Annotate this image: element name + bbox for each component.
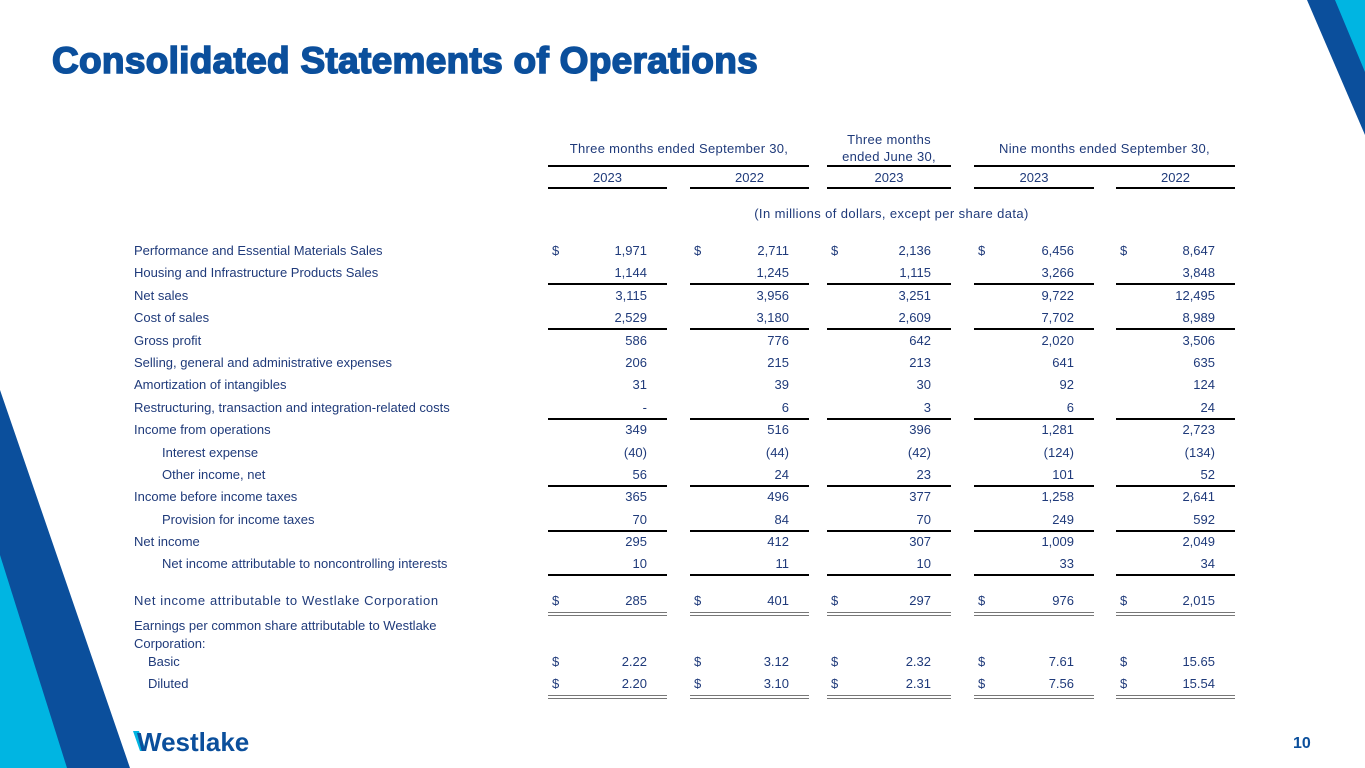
cell-value: 1,144 [614,265,647,280]
cell-value: 285 [625,593,647,608]
year-rule [827,187,951,189]
currency-symbol: $ [831,243,839,258]
double-underline [827,695,951,699]
double-underline [690,612,809,616]
cell-value: 249 [1052,512,1074,527]
subtotal-rule [827,328,951,330]
cell-value: 377 [909,489,931,504]
subtotal-rule [690,418,809,420]
cell-value: 30 [916,377,931,392]
subtotal-rule [974,418,1094,420]
cell-value: 3.12 [763,654,789,669]
cell-value: 9,722 [1041,288,1074,303]
header-rule [827,165,951,167]
currency-symbol: $ [694,676,702,691]
row-label: Amortization of intangibles [134,377,287,392]
currency-symbol: $ [694,593,702,608]
row-label: Income before income taxes [134,489,298,504]
cell-value: 2.20 [621,676,647,691]
cell-value: 7.61 [1048,654,1074,669]
row-label: Earnings per common share attributable to Westlake Corporation: [134,618,437,651]
year-header: 2022 [1161,170,1190,185]
double-underline [974,612,1094,616]
cell-value: 39 [774,377,789,392]
cell-value: 3,506 [1182,333,1215,348]
cell-value: 976 [1052,593,1074,608]
cell-value: 33 [1059,556,1074,571]
currency-symbol: $ [552,243,560,258]
subtotal-rule [1116,283,1235,285]
cell-value: 1,971 [614,243,647,258]
cell-value: 297 [909,593,931,608]
subtotal-rule [974,328,1094,330]
subtotal-rule [1116,530,1235,532]
cell-value: 3,266 [1041,265,1074,280]
cell-value: 635 [1193,355,1215,370]
cell-value: 295 [625,534,647,549]
cell-value: 592 [1193,512,1215,527]
cell-value: 6 [1066,400,1074,415]
currency-symbol: $ [552,593,560,608]
subtotal-rule [827,418,951,420]
cell-value: 215 [767,355,789,370]
cell-value: 2,723 [1182,422,1215,437]
cell-value: 2,136 [898,243,931,258]
cell-value: 516 [767,422,789,437]
cell-value: 92 [1059,377,1074,392]
header-rule [974,165,1235,167]
cell-value: 70 [916,512,931,527]
page-title: Consolidated Statements of Operations [52,40,758,81]
subtotal-rule [690,283,809,285]
cell-value: 124 [1193,377,1215,392]
cell-value: (134) [1184,445,1215,460]
row-label: Net income attributable to noncontrolling interests [162,556,448,571]
double-underline [1116,612,1235,616]
cell-value: 7,702 [1041,310,1074,325]
cell-value: 101 [1052,467,1074,482]
cell-value: 2,049 [1182,534,1215,549]
subtotal-rule [974,283,1094,285]
subtotal-rule [690,574,809,576]
cell-value: 401 [767,593,789,608]
currency-symbol: $ [552,676,560,691]
cell-value: 307 [909,534,931,549]
group-header-nine-months: Nine months ended September 30, [999,141,1210,156]
logo-text: Westlake [137,727,250,755]
subtotal-rule [827,485,951,487]
cell-value: 84 [774,512,789,527]
cell-value: 3,180 [756,310,789,325]
cell-value: 776 [767,333,789,348]
units-note: (In millions of dollars, except per share data) [754,206,1029,221]
row-label: Interest expense [162,445,259,460]
subtotal-rule [548,485,667,487]
currency-symbol: $ [978,593,986,608]
cell-value: 3,848 [1182,265,1215,280]
double-underline [1116,695,1235,699]
cell-value: 34 [1200,556,1215,571]
currency-symbol: $ [978,676,986,691]
row-label: Cost of sales [134,310,210,325]
cell-value: 6,456 [1041,243,1074,258]
subtotal-rule [1116,418,1235,420]
cell-value: 2,711 [757,243,789,258]
cell-value: 31 [632,377,647,392]
row-label: Diluted [148,676,189,691]
subtotal-rule [827,283,951,285]
cell-value: 1,009 [1041,534,1074,549]
cell-value: 2,015 [1182,593,1215,608]
year-header: 2023 [593,170,622,185]
currency-symbol: $ [1120,676,1128,691]
currency-symbol: $ [831,654,839,669]
cell-value: 3,115 [615,288,647,303]
subtotal-rule [690,530,809,532]
subtotal-rule [548,328,667,330]
cell-value: 1,245 [756,265,789,280]
cell-value: 15.65 [1182,654,1215,669]
cell-value: 11 [775,556,789,571]
year-header: 2023 [874,170,904,185]
double-underline [690,695,809,699]
cell-value: 6 [781,400,789,415]
subtotal-rule [827,574,951,576]
currency-symbol: $ [694,243,702,258]
currency-symbol: $ [831,593,839,608]
currency-symbol: $ [694,654,702,669]
cell-value: 12,495 [1175,288,1215,303]
year-rule [1116,187,1235,189]
cell-value: 2.32 [905,654,931,669]
page-number: 10 [1293,735,1311,752]
cell-value: 206 [625,355,647,370]
row-label: Net income [134,534,200,549]
cell-value: 3,956 [756,288,789,303]
year-rule [548,187,667,189]
double-underline [548,612,667,616]
double-underline [974,695,1094,699]
cell-value: 496 [767,489,789,504]
cell-value: 10 [916,556,931,571]
subtotal-rule [548,418,667,420]
cell-value: 2,529 [614,310,647,325]
group-header-q2: Three months ended June 30, [842,132,936,164]
cell-value: 2,020 [1041,333,1074,348]
double-underline [827,612,951,616]
cell-value: 1,281 [1041,422,1074,437]
subtotal-rule [1116,328,1235,330]
cell-value: (44) [765,445,789,460]
header-rule [548,165,809,167]
subtotal-rule [548,574,667,576]
subtotal-rule [548,530,667,532]
cell-value: 7.56 [1048,676,1074,691]
currency-symbol: $ [1120,593,1128,608]
row-label: Performance and Essential Materials Sales [134,243,383,258]
row-label: Income from operations [134,422,271,437]
subtotal-rule [690,485,809,487]
currency-symbol: $ [978,654,986,669]
subtotal-rule [974,574,1094,576]
cell-value: - [642,400,647,415]
currency-symbol: $ [552,654,560,669]
cell-value: 1,115 [899,265,931,280]
cell-value: 10 [632,556,647,571]
cell-value: 2.22 [621,654,647,669]
cell-value: 56 [632,467,647,482]
cell-value: 8,989 [1182,310,1215,325]
row-label: Selling, general and administrative expenses [134,355,392,370]
cell-value: 3,251 [898,288,931,303]
cell-value: 3.10 [763,676,789,691]
year-rule [974,187,1094,189]
subtotal-rule [827,530,951,532]
cell-value: 3 [923,400,931,415]
row-label: Net income attributable to Westlake Corporation [134,593,439,608]
row-label: Restructuring, transaction and integration-related costs [134,400,450,415]
row-label: Basic [148,654,180,669]
cell-value: 365 [625,489,647,504]
group-header-q3: Three months ended September 30, [569,141,789,156]
cell-value: 586 [625,333,647,348]
cell-value: (124) [1043,445,1074,460]
cell-value: 213 [909,355,931,370]
row-label: Housing and Infrastructure Products Sales [134,265,379,280]
cell-value: 70 [632,512,647,527]
subtotal-rule [974,530,1094,532]
row-label: Provision for income taxes [162,512,315,527]
subtotal-rule [548,283,667,285]
cell-value: 412 [767,534,789,549]
cell-value: 24 [774,467,789,482]
cell-value: 2,609 [898,310,931,325]
cell-value: (40) [623,445,647,460]
year-rule [690,187,809,189]
cell-value: 1,258 [1041,489,1074,504]
subtotal-rule [690,328,809,330]
cell-value: 8,647 [1182,243,1215,258]
year-header: 2023 [1019,170,1049,185]
cell-value: 15.54 [1182,676,1215,691]
currency-symbol: $ [831,676,839,691]
subtotal-rule [974,485,1094,487]
westlake-logo [133,727,253,760]
double-underline [548,695,667,699]
row-label: Gross profit [134,333,202,348]
subtotal-rule [1116,485,1235,487]
row-label: Net sales [134,288,189,303]
currency-symbol: $ [1120,654,1128,669]
cell-value: 641 [1052,355,1074,370]
year-header: 2022 [735,170,764,185]
currency-symbol: $ [1120,243,1128,258]
cell-value: 396 [909,422,931,437]
currency-symbol: $ [978,243,986,258]
subtotal-rule [1116,574,1235,576]
cell-value: 642 [909,333,931,348]
cell-value: (42) [907,445,931,460]
cell-value: 23 [916,467,931,482]
cell-value: 2.31 [905,676,931,691]
cell-value: 2,641 [1182,489,1215,504]
cell-value: 52 [1200,467,1215,482]
cell-value: 349 [625,422,647,437]
row-label: Other income, net [162,467,266,482]
cell-value: 24 [1200,400,1215,415]
